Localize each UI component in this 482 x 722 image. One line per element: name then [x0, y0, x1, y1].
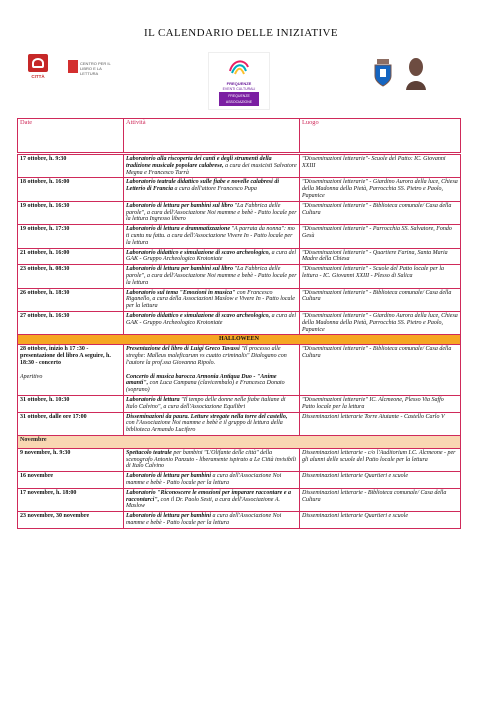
- cell-activity: Laboratorio sul tema "Emozioni in musica" con Francesco Riganello, a cura della Associazioni Maslow e Vivere In - Patto locale per la lettura: [124, 288, 300, 311]
- header-table: [17, 118, 461, 153]
- cell-place: "Disseminazioni letterarie" - Giardino Aurora della luce, Chiesa della Madonna della Pietà, Parrocchia SS. Pietro e Paolo, Papanice: [300, 178, 461, 201]
- cell-date: 31 ottobre, h. 10:30: [18, 395, 124, 412]
- november-band: [18, 435, 461, 448]
- table-row: [18, 345, 461, 396]
- cell-activity: Laboratorio alla riscoperta dei canti e degli strumenti della tradizione musicale popolare calabrese, a cura dei musicisti Salvatore Megna e Francesco Turrà: [124, 155, 300, 178]
- table-row: [18, 395, 461, 412]
- cell-activity: Laboratorio di lettura per bambini a cura dell'Associazione Noi mamme e bebè - Patto locale per la lettura: [124, 472, 300, 489]
- swirl-icon: [227, 57, 251, 77]
- banner-subtitle: EVENTI CULTURALI: [222, 87, 256, 91]
- table-row: [18, 225, 461, 248]
- cell-date: 19 ottobre, h. 16:30: [18, 201, 124, 224]
- cell-activity: Laboratorio teatrale didattico sulle fiabe e novelle calabresi di Letterio di Francia a cura dell'attore Francesco Pupa: [124, 178, 300, 201]
- cell-place: Disseminazioni letterarie Quartieri e scuole: [300, 512, 461, 529]
- banner-bar: [219, 92, 259, 106]
- cell-date: 23 novembre, 30 novembre: [18, 512, 124, 529]
- cepell-logo: [68, 60, 112, 78]
- table-row: [18, 265, 461, 288]
- halloween-band-label: HALLOWEEN: [18, 335, 461, 345]
- citta-mark-icon: [28, 54, 48, 72]
- frequenze-banner: [208, 52, 270, 110]
- cell-place: "Disseminazioni letterarie" - Quartiere Farina, Santa Maria Madre della Chiesa: [300, 248, 461, 265]
- cell-activity: Laboratorio didattico e simulazione di scavo archeologico, a cura del GAK - Gruppo Archeologico Krotoniate: [124, 311, 300, 334]
- table-row: [18, 155, 461, 178]
- header-place: Luogo: [300, 119, 461, 153]
- table-row: [18, 448, 461, 471]
- cell-date: 21 ottobre, h. 16:00: [18, 248, 124, 265]
- cell-activity: Spettacolo teatrale per bambini "L'Olifante delle città" della scenografo Antonio Panzuto - liberamente ispirato a Le Città invisibili di Italo Calvino: [124, 448, 300, 471]
- halloween-band: [18, 335, 461, 345]
- cell-date: 17 novembre, h. 18:00: [18, 488, 124, 511]
- statue-bust-icon: [404, 56, 428, 90]
- table-row: [18, 512, 461, 529]
- page-title: IL CALENDARIO DELLE INIZIATIVE: [144, 27, 338, 39]
- cepell-logo-text: CENTRO PER IL LIBRO E LA LETTURA: [80, 61, 111, 76]
- table-row: [18, 178, 461, 201]
- table-row: [18, 488, 461, 511]
- cell-activity: Laboratorio di lettura e drammatizzazione "A parrata da nonna": mo ti cuntu nu fattu. a cura dell'Associazione Vivere In - Patto locale per la lettura: [124, 225, 300, 248]
- cell-place: Disseminazioni letterarie Torre Aiutante - Castello Carlo V: [300, 412, 461, 435]
- cell-date: 23 ottobre, h. 08:30: [18, 265, 124, 288]
- header-activity: Attività: [124, 119, 300, 153]
- cell-place: "Disseminazioni letterarie" - Parrocchia SS. Salvatore, Fondo Gesù: [300, 225, 461, 248]
- cell-place: "Disseminazioni letterarie" - Scuole del Patto locale per la lettura - IC. Giovanni XXIII - Plesso di Salica: [300, 265, 461, 288]
- cell-date: 16 novembre: [18, 472, 124, 489]
- table-row: [18, 412, 461, 435]
- cell-activity: Laboratorio di lettura "Il tempo delle donne nelle fiabe italiane di Italo Calvino", a cura dell'Associazione Equilibri: [124, 395, 300, 412]
- cell-place: "Disseminazioni letterarie" IC. Alcmeone, Plesso Via Saffo Patto locale per la lettura: [300, 395, 461, 412]
- cell-date: 9 novembre, h. 9:30: [18, 448, 124, 471]
- cell-date: 18 ottobre, h. 16:00: [18, 178, 124, 201]
- table-row: [18, 311, 461, 334]
- banner-bar-text: FREQUENZE ASSOCIAZIONE: [225, 94, 253, 104]
- banner-title: FREQUENZE: [226, 81, 252, 86]
- events-table: [17, 154, 461, 529]
- cell-activity: Laboratorio "Riconoscere le emozioni per imparare raccontare e a raccontarci", con il Dr. Paolo Sesti, a cura dell'Associazione A. Maslow: [124, 488, 300, 511]
- cell-activity: Disseminazioni da paura. Letture stregate nella torre del castello, con l'Associazione Noi mamme e bebè e il gruppo di lettura della biblioteca Armando Lucifero: [124, 412, 300, 435]
- table-row: [18, 201, 461, 224]
- cell-activity: Laboratorio di lettura per bambini sul libro "La Fabbrica delle parole", a cura dell'Associazione Noi mamme e bebè - Patto locale per la lettura: [124, 265, 300, 288]
- table-row: [18, 472, 461, 489]
- cell-place: Disseminazioni letterarie - Biblioteca comunale/ Casa della Cultura: [300, 488, 461, 511]
- citta-logo-text: CITTÀ: [31, 74, 45, 79]
- citta-logo: [22, 54, 54, 86]
- cell-place: Disseminazioni letterarie Quartieri e scuole: [300, 472, 461, 489]
- cell-date: 28 ottobre, inizio h 17 :30 - presentazione del libro A seguire, h. 18:30 - concerto Aperitivo: [18, 345, 124, 396]
- cell-date: 27 ottobre, h. 16:30: [18, 311, 124, 334]
- cell-activity: Laboratorio di lettura per bambini sul libro "La Fabbrica delle parole", a cura dell'Associazione Noi mamme e bebè - Patto locale per la lettura Ingresso libero: [124, 201, 300, 224]
- cell-place: "Disseminazioni letterarie" - Giardino Aurora della luce, Chiesa della Madonna della Pietà, Parrocchia SS. Pietro e Paolo, Papanice: [300, 311, 461, 334]
- cell-place: Disseminazioni letterarie - c/o l'Auditorium I.C. Alcmeone - per gli alunni delle scuole del Patto locale per la lettura: [300, 448, 461, 471]
- cepell-mark-icon: [68, 60, 78, 73]
- municipal-crest-icon: [372, 58, 394, 88]
- cell-date: 19 ottobre, h. 17:30: [18, 225, 124, 248]
- cell-place: "Disseminazioni letterarie" - Biblioteca comunale/ Casa della Cultura: [300, 201, 461, 224]
- cell-date: 26 ottobre, h. 18:30: [18, 288, 124, 311]
- table-row: [18, 248, 461, 265]
- cell-place: "Disseminazioni letterarie" - Biblioteca comunale/ Casa della Cultura: [300, 288, 461, 311]
- cell-activity: Presentazione del libro di Luigi Greco Tavassi "Il processo alle streghe: Malleus maleficarum vs cuatto criminalis" Dialogano con l'autore la prof.ssa Giovanna Ripolo. Concerto di musica barocca Armonia Antiqua Duo - "Anime amanti", con Luca Campana (clavicembalo) e Francesca Donato (soprano): [124, 345, 300, 396]
- table-row: [18, 288, 461, 311]
- cell-activity: Laboratorio didattico e simulazione di scavo archeologico, a cura del GAK - Gruppo Archeologico Krotoniate: [124, 248, 300, 265]
- logo-strip: [0, 48, 482, 110]
- cell-date: 31 ottobre, dalle ore 17:00: [18, 412, 124, 435]
- november-band-label: Novembre: [18, 435, 461, 448]
- cell-activity: Laboratorio di lettura per bambini a cura dell'Associazione Noi mamme e bebè - Patto locale per la lettura: [124, 512, 300, 529]
- header-date: Date: [18, 119, 124, 153]
- cell-place: "Disseminazioni letterarie"- Scuole del Patto: IC. Giovanni XXIII: [300, 155, 461, 178]
- cell-place: "Disseminazioni letterarie" - Biblioteca comunale/ Casa della Cultura: [300, 345, 461, 396]
- cell-date: 17 ottobre, h. 9:30: [18, 155, 124, 178]
